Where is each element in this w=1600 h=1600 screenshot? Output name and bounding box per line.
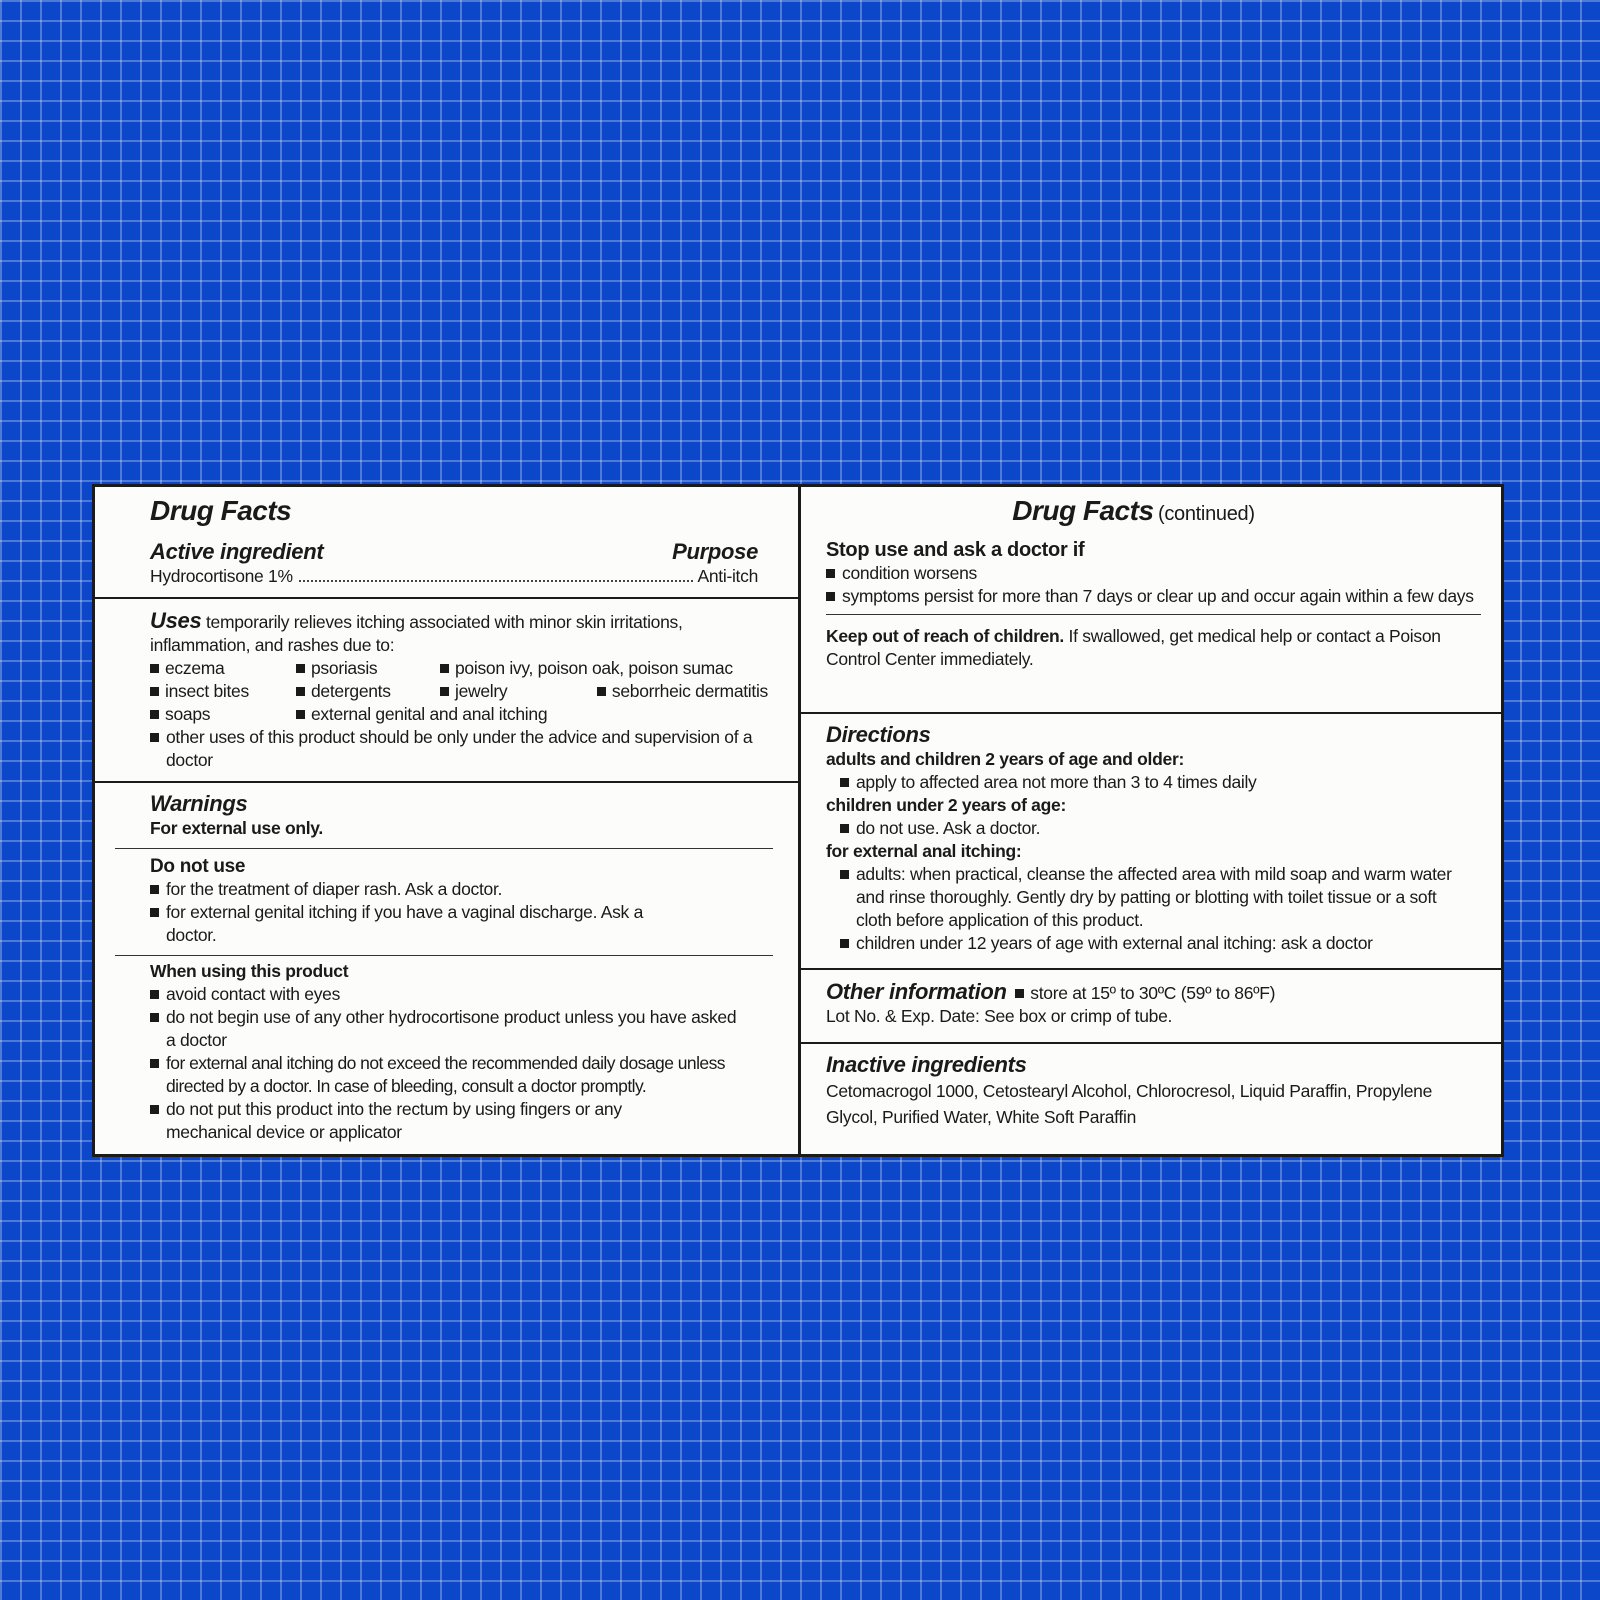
drug-facts-panel <box>92 484 1504 1157</box>
uses-item: insect bites <box>150 680 296 703</box>
uses-item: jewelry seborrheic dermatitis <box>440 680 768 703</box>
continued-label: (continued) <box>1157 503 1255 525</box>
warnings-heading: Warnings <box>150 791 248 816</box>
uses-other: other uses of this product should be only under the advice and supervision of a doctor <box>150 726 768 772</box>
active-ingredient-name: Hydrocortisone 1% <box>150 566 293 586</box>
stop-use-item: symptoms persist for more than 7 days or clear up and occur again within a few days <box>826 585 1481 608</box>
when-using-block <box>150 956 798 1144</box>
uses-intro: temporarily relieves itching associated with minor skin irritations, inflammation, and rashes due to: <box>150 612 683 655</box>
inactive-ingredients-section <box>801 1042 1501 1130</box>
when-using-heading: When using this product <box>150 961 349 981</box>
purpose-heading: Purpose <box>672 539 758 564</box>
anal-itching-item: adults: when practical, cleanse the affected area with mild soap and warm water and rinse thoroughly. Gently dry by patting or blotting with toilet tissue or a soft cloth before application of this product. <box>840 863 1456 932</box>
external-use-only: For external use only. <box>150 818 323 838</box>
active-ingredient-section <box>95 487 798 597</box>
stop-use-section <box>801 487 1501 712</box>
purpose-value: Anti-itch <box>697 566 758 586</box>
when-using-item: for external anal itching do not exceed the recommended daily dosage unless directed by a doctor. In case of bleeding, consult a doctor promptly. <box>150 1052 768 1098</box>
uses-heading: Uses <box>150 608 202 633</box>
stop-use-heading: Stop use and ask a doctor if <box>826 539 1085 561</box>
children-heading: children under 2 years of age: <box>826 795 1066 815</box>
uses-list <box>150 657 768 726</box>
adults-heading: adults and children 2 years of age and older: <box>826 749 1184 769</box>
uses-item: poison ivy, poison oak, poison sumac <box>440 657 768 680</box>
stop-use-item: condition worsens <box>826 562 1481 585</box>
when-using-item: do not put this product into the rectum by using fingers or any mechanical device or applicator <box>150 1098 626 1144</box>
do-not-use-block <box>150 849 798 947</box>
uses-item: detergents <box>296 680 440 703</box>
inactive-ingredients-list: Cetomacrogol 1000, Cetostearyl Alcohol, Chlorocresol, Liquid Paraffin, Propylene Glycol, Purified Water, White Soft Paraffin <box>826 1081 1433 1127</box>
when-using-item: do not begin use of any other hydrocortisone product unless you have asked a doctor <box>150 1006 746 1052</box>
do-not-use-item: for the treatment of diaper rash. Ask a doctor. <box>150 878 798 901</box>
keep-out-of-reach: Keep out of reach of children. If swallowed, get medical help or contact a Poison Control Center immediately. <box>826 626 1441 669</box>
directions-heading: Directions <box>826 722 931 747</box>
leader-dots <box>299 580 694 582</box>
other-information-heading: Other information <box>826 979 1007 1004</box>
warnings-section <box>95 781 798 1151</box>
when-using-item: avoid contact with eyes <box>150 983 768 1006</box>
lot-expiry-info: Lot No. & Exp. Date: See box or crimp of tube. <box>826 1006 1173 1026</box>
directions-section <box>801 712 1501 968</box>
do-not-use-heading: Do not use <box>150 856 246 877</box>
inactive-ingredients-heading: Inactive ingredients <box>826 1052 1027 1077</box>
anal-itching-item: children under 12 years of age with external anal itching: ask a doctor <box>840 932 1481 955</box>
adults-item: apply to affected area not more than 3 to 4 times daily <box>840 771 1481 794</box>
drug-facts-title: Drug Facts <box>150 495 292 526</box>
do-not-use-item: for external genital itching if you have a vaginal discharge. Ask a doctor. <box>150 901 666 947</box>
storage-temperature: store at 15º to 30ºC (59º to 86ºF) <box>1030 983 1276 1003</box>
uses-item: psoriasis <box>296 657 440 680</box>
anal-itching-heading: for external anal itching: <box>826 841 1022 861</box>
drug-facts-continued-title: Drug Facts <box>1012 495 1154 526</box>
other-information-section <box>801 968 1501 1042</box>
uses-item: soaps <box>150 703 296 726</box>
drug-facts-right-column <box>801 487 1501 1154</box>
uses-item: eczema <box>150 657 296 680</box>
drug-facts-left-column <box>95 487 801 1154</box>
uses-item: external genital and anal itching <box>296 703 768 726</box>
children-item: do not use. Ask a doctor. <box>840 817 1481 840</box>
uses-section <box>95 597 798 781</box>
active-ingredient-heading: Active ingredient <box>150 539 324 564</box>
